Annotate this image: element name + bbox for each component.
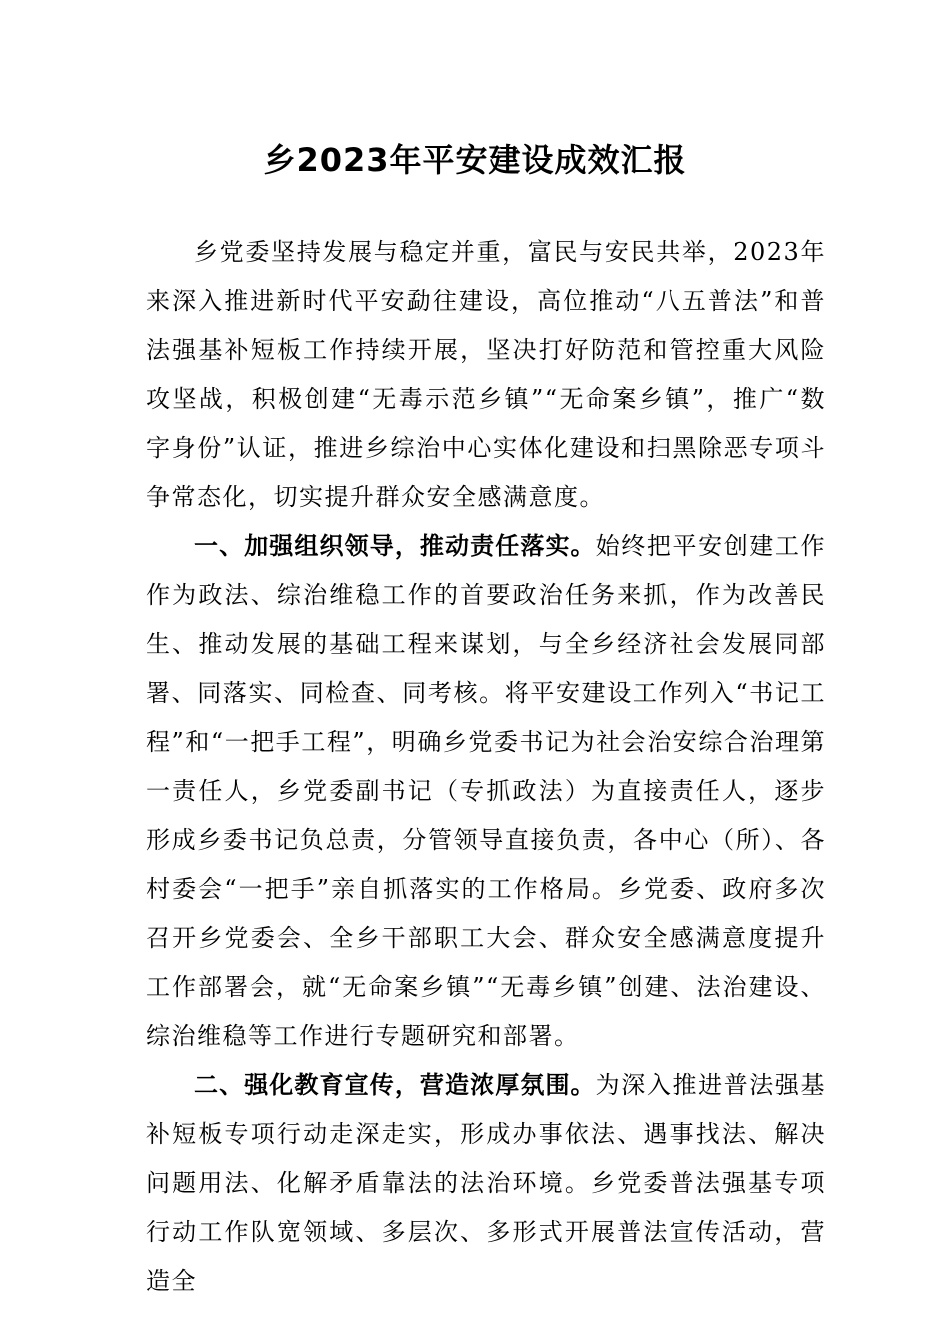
document-body xyxy=(146,228,826,1306)
paragraph-lead: 一、加强组织领导，推动责任落实。 xyxy=(194,532,596,560)
paragraph-text: 为深入推进普法强基补短板专项行动走深走实，形成办事依法、遇事找法、解决问题用法、化解矛盾靠法的法治环境。乡党委普法强基专项行动工作队宽领域、多层次、多形式开展普法宣传活动，营造全 xyxy=(146,1071,827,1295)
paragraph-text: 始终把平安创建工作作为政法、综治维稳工作的首要政治任务来抓，作为改善民生、推动发展的基础工程来谋划，与全乡经济社会发展同部署、同落实、同检查、同考核。将平安建设工作列入“书记工程”和“一把手工程”，明确乡党委书记为社会治安综合治理第一责任人，乡党委副书记（专抓政法）为直接责任人，逐步形成乡委书记负总责，分管领导直接负责，各中心（所）、各村委会“一把手”亲自抓落实的工作格局。乡党委、政府多次召开乡党委会、全乡干部职工大会、群众安全感满意度提升工作部署会，就“无命案乡镇”“无毒乡镇”创建、法治建设、综治维稳等工作进行专题研究和部署。 xyxy=(146,532,827,1050)
paragraph-section-1 xyxy=(146,522,826,1061)
paragraph-text: 乡党委坚持发展与稳定并重，富民与安民共举，2023年来深入推进新时代平安勐往建设，高位推动“八五普法”和普法强基补短板工作持续开展，坚决打好防范和管控重大风险攻坚战，积极创建“无毒示范乡镇”“无命案乡镇”，推广“数字身份”认证，推进乡综治中心实体化建设和扫黑除恶专项斗争常态化，切实提升群众安全感满意度。 xyxy=(146,238,826,511)
paragraph-intro xyxy=(146,228,826,522)
paragraph-lead: 二、强化教育宣传，营造浓厚氛围。 xyxy=(194,1071,596,1099)
document-title: 乡2023年平安建设成效汇报 xyxy=(263,141,687,179)
paragraph-section-2 xyxy=(146,1061,826,1306)
